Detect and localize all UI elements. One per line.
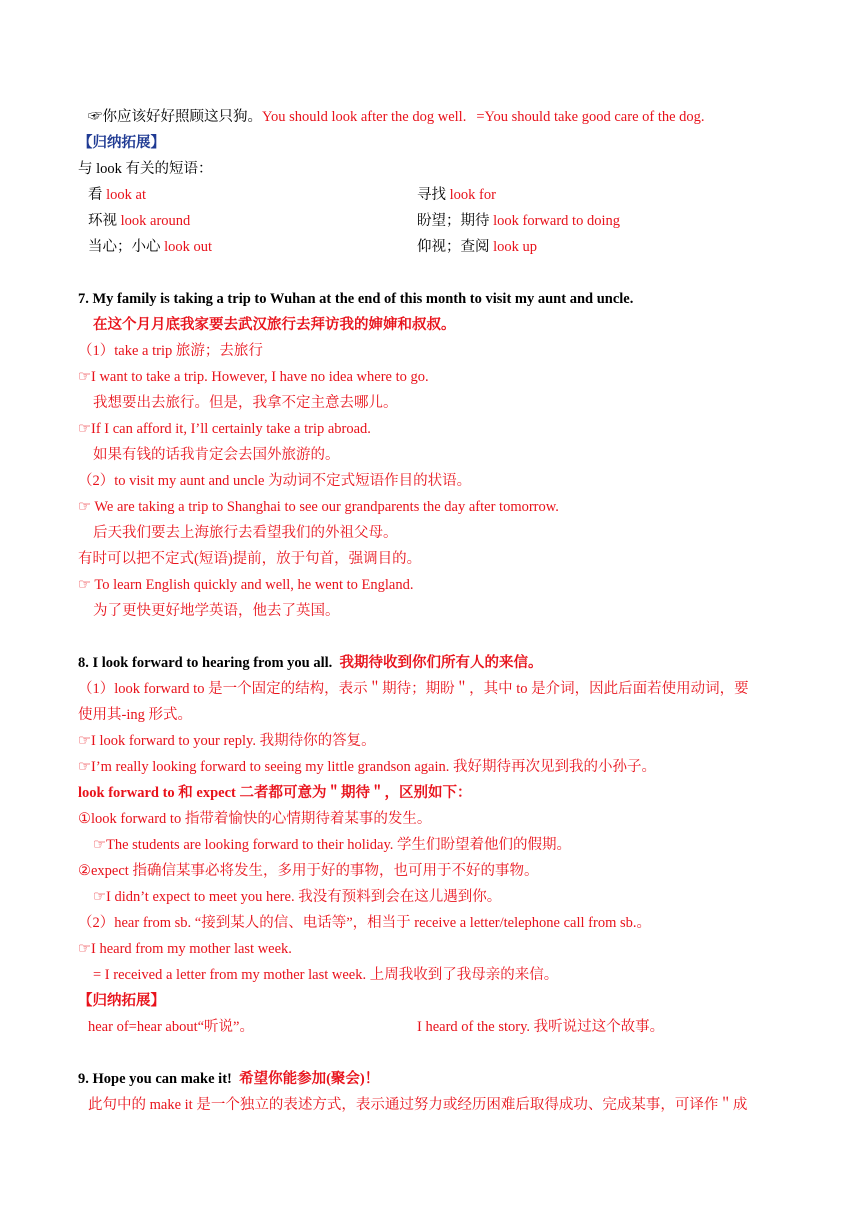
phrase-right: 寻找 look for <box>417 187 496 203</box>
section-8-title: 8. I look forward to hearing from you all. 我期待收到你们所有人的来信。 <box>78 655 543 671</box>
summary-right: I heard of the story. 我听说过这个故事。 <box>417 1019 665 1035</box>
phrase-right: 盼望；期待 look forward to doing <box>417 213 620 229</box>
phrase-left: 环视 look around <box>88 213 191 229</box>
example-sentence: ☞ We are taking a trip to Shanghai to see our grandparents the day after tomorrow. <box>78 499 559 515</box>
example-line: ☞你应该好好照顾这只狗。You should look after the dog well. =You should take good care of the dog. <box>88 109 705 125</box>
example-sentence: ☞ To learn English quickly and well, he went to England. <box>78 577 414 593</box>
example-sentence: ☞The students are looking forward to their holiday. 学生们盼望着他们的假期。 <box>93 837 571 853</box>
example-sentence: ☞I heard from my mother last week. <box>78 941 292 957</box>
example-sentence: ☞I look forward to your reply. 我期待你的答复。 <box>78 733 376 749</box>
point-1-continued: 使用其-ing 形式。 <box>78 707 192 723</box>
summary-heading: 【归纳拓展】 <box>78 993 165 1009</box>
summary-heading: 【归纳拓展】 <box>78 135 165 151</box>
example-sentence: ☞If I can afford it, I’ll certainly take a trip abroad. <box>78 421 371 437</box>
section-9-title: 9. Hope you can make it! 希望你能参加(聚会)！ <box>78 1071 380 1087</box>
example-sentence: ☞I want to take a trip. However, I have no idea where to go. <box>78 369 429 385</box>
note: 有时可以把不定式(短语)提前，放于句首，强调目的。 <box>78 551 422 567</box>
summary-left: hear of=hear about“听说”。 <box>88 1019 254 1035</box>
section-7-title: 7. My family is taking a trip to Wuhan at the end of this month to visit my aunt and uncle. <box>78 291 634 307</box>
comparison-heading: look forward to 和 expect 二者都可意为＂期待＂，区别如下： <box>78 785 472 801</box>
point-2: （2）to visit my aunt and uncle 为动词不定式短语作目的状语。 <box>78 473 472 489</box>
example-sentence: = I received a letter from my mother last week. 上周我收到了我母亲的来信。 <box>93 967 559 983</box>
example-translation: 如果有钱的话我肯定会去国外旅游的。 <box>93 447 340 463</box>
example-sentence: ☞I’m really looking forward to seeing my little grandson again. 我好期待再次见到我的小孙子。 <box>78 759 657 775</box>
phrase-left: 当心；小心 look out <box>88 239 213 255</box>
point-1: （1）look forward to 是一个固定的结构，表示＂期待；期盼＂，其中 to 是介词，因此后面若使用动词，要 <box>78 681 749 697</box>
section-7-translation: 在这个月月底我家要去武汉旅行去拜访我的婶婶和叔叔。 <box>93 317 456 333</box>
example-translation: 我想要出去旅行。但是，我拿不定主意去哪儿。 <box>93 395 398 411</box>
point-2: （2）hear from sb. “接到某人的信、电话等”，相当于 receive a letter/telephone call from sb.。 <box>78 915 651 931</box>
phrase-right: 仰视；查阅 look up <box>417 239 538 255</box>
pointing-hand-icon: ☞ <box>88 109 103 125</box>
example-translation: 后天我们要去上海旅行去看望我们的外祖父母。 <box>93 525 398 541</box>
example-translation: 为了更快更好地学英语，他去了英国。 <box>93 603 340 619</box>
example-sentence: ☞I didn’t expect to meet you here. 我没有预料到会在这儿遇到你。 <box>93 889 502 905</box>
section-9-explanation: 此句中的 make it 是一个独立的表述方式，表示通过努力或经历困难后取得成功、完成某事，可译作＂成 <box>88 1097 748 1113</box>
summary-intro: 与 look 有关的短语： <box>78 161 213 177</box>
phrase-left: 看 look at <box>88 187 146 203</box>
comparison-item: ②expect 指确信某事必将发生，多用于好的事物，也可用于不好的事物。 <box>78 863 539 879</box>
comparison-item: ①look forward to 指带着愉快的心情期待着某事的发生。 <box>78 811 432 827</box>
point-1: （1）take a trip 旅游；去旅行 <box>78 343 263 359</box>
